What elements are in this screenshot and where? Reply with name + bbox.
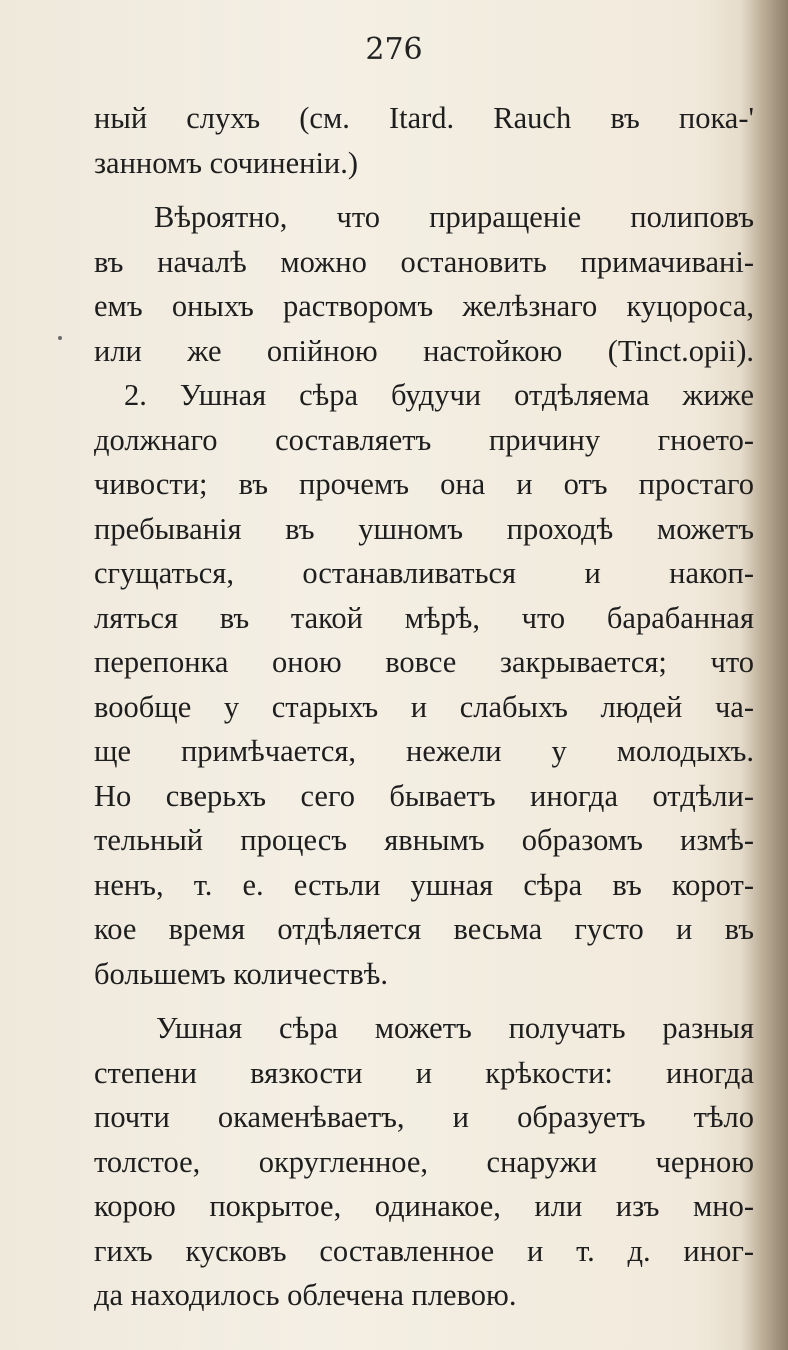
text-line: 2. Ушная сѣра будучи отдѣляема жиже [124,378,754,412]
text-line: ный слухъ (см. Itard. Rauch въ пока-' [94,101,754,135]
text-line: вообще у старыхъ и слабыхъ людей ча- [94,689,754,724]
text-line: или же опiйною настойкою (Tinct.opii). [94,333,754,368]
text-line: почти окаменѣваетъ, и образуетъ тѣло [94,1100,754,1134]
text-line: Ушная сѣра можетъ получать разныя [156,1011,754,1045]
text-line: ляться въ такой мѣрѣ, что барабанная [94,600,754,635]
text-line: степени вязкости и крѣкости: иногда [94,1055,754,1090]
text-line: чивости; въ прочемъ она и отъ простаго [94,467,754,501]
text-line: большемъ количествѣ. [94,956,388,991]
text-line: перепонка оною вовсе закрывается; что [94,645,754,679]
ink-speck [58,336,62,340]
text-line: да находилось облечена плевою. [94,1278,517,1312]
text-line: корою покрытое, одинакое, или изъ мно- [94,1189,754,1223]
text-line: занномъ сочиненiи.) [94,145,359,180]
text-line: кое время отдѣляется весьма густо и въ [94,912,754,946]
page-number: 276 [365,32,423,67]
text-line: должнаго составляетъ причину гноето- [94,422,754,457]
paragraph-gap [94,996,754,1006]
text-line: въ началѣ можно остановить примачиванi- [94,244,754,279]
text-line: емъ оныхъ растворомъ желѣзнаго куцороса, [94,289,754,323]
text-line: Вѣроятно, что приращенiе полиповъ [154,200,754,234]
text-line: пребыванiя въ ушномъ проходѣ можетъ [94,511,754,546]
text-line: ненъ, т. е. естьли ушная сѣра въ корот- [94,867,754,902]
paragraph-gap [94,185,754,195]
text-line: толстое, округленное, снаружи черною [94,1144,754,1179]
text-line: тельный процесъ явнымъ образомъ измѣ- [94,823,754,857]
text-line: Но сверьхъ сего бываетъ иногда отдѣли- [94,778,754,813]
text-line: гихъ кусковъ составленное и т. д. иног- [94,1233,754,1268]
text-line: сгущаться, останавливаться и накоп- [94,556,754,590]
page-text [94,96,754,1318]
text-line: ще примѣчается, нежели у молодыхъ. [94,734,754,768]
